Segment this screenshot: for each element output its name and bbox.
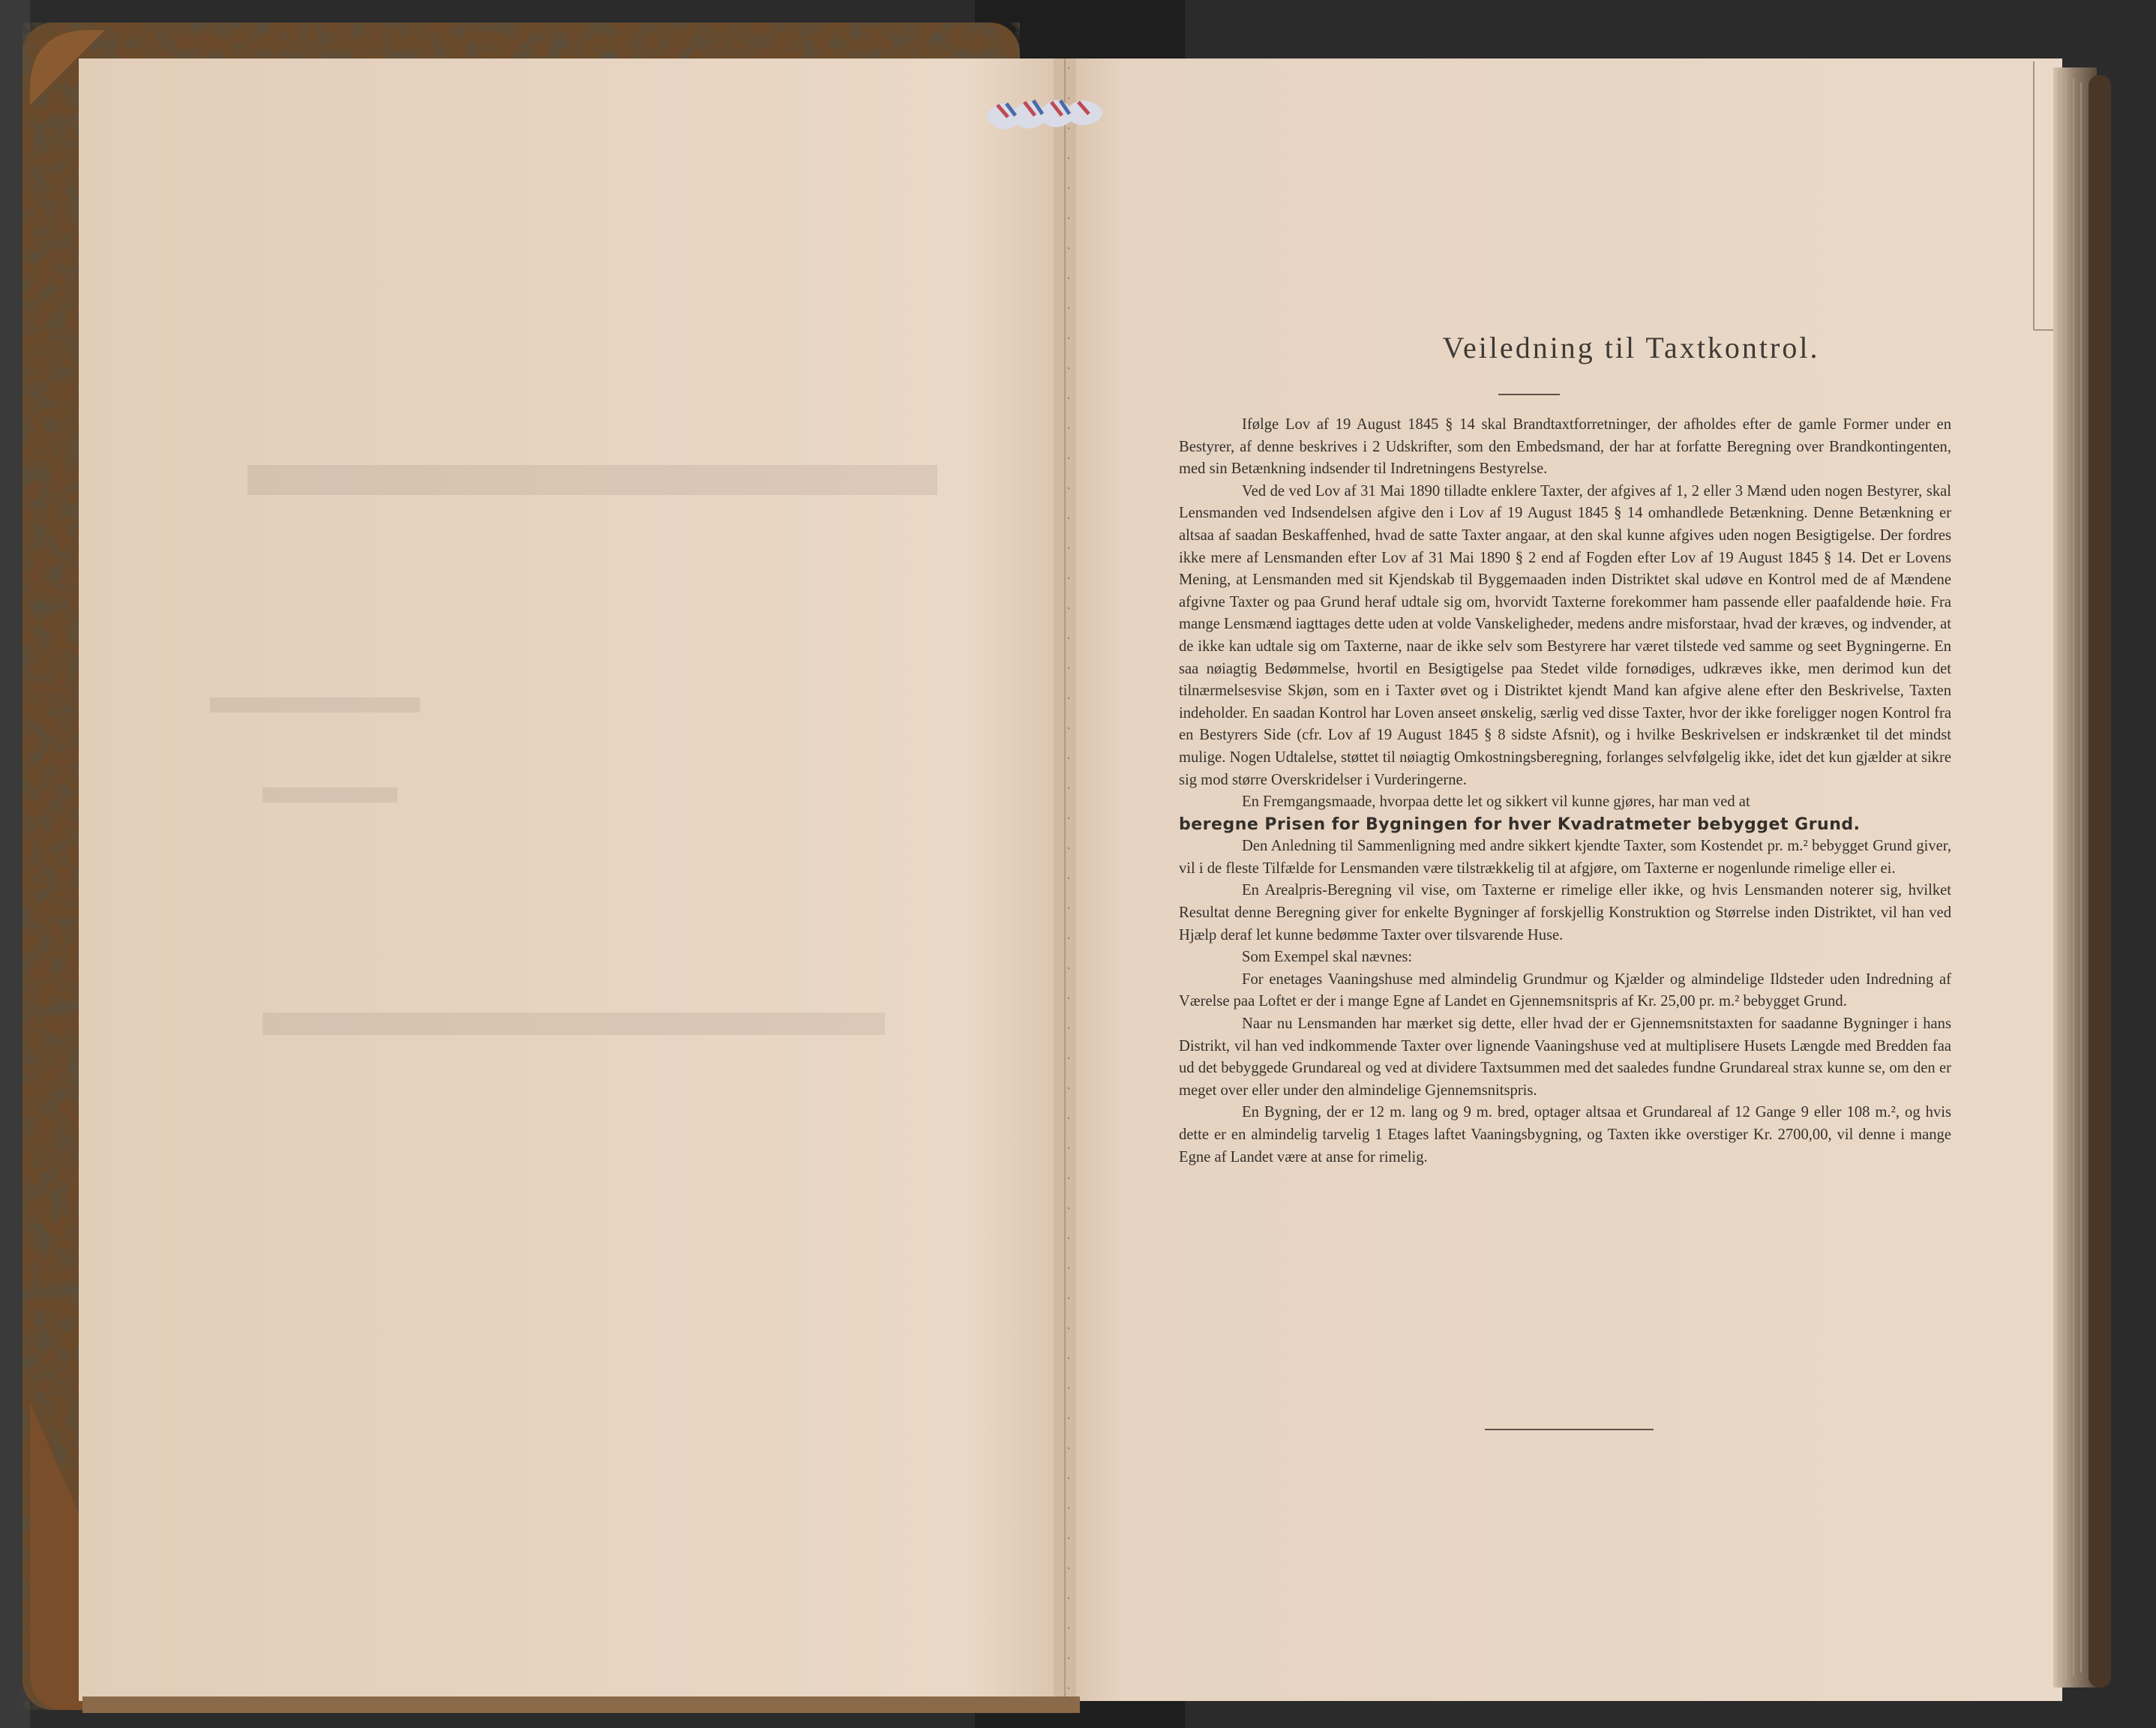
paragraph: For enetages Vaaningshuse med almindelig Grundmur og Kjælder og almindelige Ildsteder uden Indredning af Værelse paa Loftet er der i mange Egne af Landet en Gjennemsnitspris af Kr. 25,00 pr. m.² bebygget Grund. (1179, 970, 1951, 1010)
paragraph: Naar nu Lensmanden har mærket sig dette, eller hvad der er Gjennemsnitstaxten for saadanne Bygninger i hans Distrikt, vil han ved indkommende Taxter over lignende Vaaningshuse ved at multiplisere Husets Længde med Bredden faa ud det bebyggede Grundareal og ved at dividere Taxtsummen med det saaledes fundne Grundareal strax kunne se, om den er meget over eller under den almindelige Gjennemsnitspris. (1179, 1016, 1951, 1099)
bottom-binding-strip (82, 1696, 1080, 1713)
guidance-text (1179, 414, 1951, 1168)
emphasis-line: beregne Prisen for Bygningen for hver Kvadratmeter bebygget Grund. (1179, 814, 1861, 834)
paragraph: En Fremgangsmaade, hvorpaa dette let og sikkert vil kunne gjøres, har man ved at (1242, 794, 1750, 811)
paragraph: Den Anledning til Sammenligning med andre sikkert kjendte Taxter, som Kostendet pr. m.² bebygget Grund giver, vil i de fleste Tilfælde for Lensmanden være tilstrækkelig til at afgjøre, om Taxterne er nogenlunde rimelige eller ei. (1179, 838, 1951, 877)
back-cover-edge (2089, 75, 2111, 1688)
paragraph: Ved de ved Lov af 31 Mai 1890 tilladte enklere Taxter, der afgives af 1, 2 eller 3 Mænd uden nogen Bestyrer, skal Lensmanden ved Indsendelsen afgive den i Lov af 19 August 1845 § 14 omhandlede Betænkning. Denne Betænkning er altsaa af saadan Beskaffenhed, hvad de satte Taxter angaar, at den skal kunne afgives uden nogen Besigtigelse. Der fordres ikke mere af Lensmanden efter Lov af 31 Mai 1890 § 2 end af Fogden efter Lov af 19 August 1845 § 14. Det er Lovens Mening, at Lensmanden med sit Kjendskab til Byggemaaden inden Distriktet skal udøve en Kontrol med de af Mændene afgivne Taxter og paa Grund heraf udtale sig om, hvorvidt Taxterne forekommer ham passende eller paafaldende høie. Fra mange Lensmænd iagttages dette uden at volde Vanskeligheder, medens andre misforstaar, hvad der kræves, og indvender, at de ikke kan udtale sig om Taxterne, naar de ikke selv som Bestyrere har været tilstede ved samme og seet Bygningerne. En saa nøiagtig Bedømmelse, hvortil en Besigtigelse paa Stedet vilde fornødiges, udkræves ikke, men derimod kun det tilnærmelsesvise Skjøn, som en i Taxter øvet og i Distriktet kjendt Mand kan afgive alene efter den Beskrivelse, Taxten indeholder. En saadan Kontrol har Loven anseet ønskelig, særlig ved disse Taxter, hvor der ikke foreligger nogen Kontrol fra en Bestyrers Side (cfr. Lov af 19 August 1845 § 8 sidste Afsnit), og i hvilke Beskrivelsen er indskrænket til det mindst mulige. Nogen Udtalelse, støttet til nøiagtig Omkostningsberegning, forlanges selvfølgelig ikke, idet det kun gjælder at sikre sig mod større Overskridelser i Vurderingerne. (1179, 482, 1951, 788)
paragraph: En Bygning, der er 12 m. lang og 9 m. bred, optager altsaa et Grundareal af 12 Gange 9 eller 108 m.², og hvis dette er en almindelig tarvelig 1 Etages laftet Vaaningsbygning, og Taxten ikke overstiger Kr. 2700,00, vil denne i mange Egne af Landet være at anse for rimelig. (1179, 1104, 1951, 1166)
page-heading: Veiledning til Taxtkontrol. (1442, 331, 1820, 364)
paragraph: En Arealpris-Beregning vil vise, om Taxterne er rimelige eller ikke, og hvis Lensmanden noterer sig, hvilket Resultat denne Beregning giver for enkelte Bygninger af forskjellig Konstruktion og Størrelse inden Distriktet, vil han ved Hjælp deraf let kunne bedømme Taxter over tilsvarende Huse. (1179, 882, 1951, 944)
paragraph: Ifølge Lov af 19 August 1845 § 14 skal Brandtaxtforretninger, der afholdes efter de gamle Former under en Bestyrer, af denne beskrives i 2 Udskrifter, som den Embedsmand, der har at forfatte Beregning over Brandkontingenten, med sin Betænkning indsender til Indretningens Bestyrelse. (1179, 416, 1951, 478)
paragraph: Som Exempel skal nævnes: (1242, 949, 1413, 966)
left-page (79, 58, 1069, 1701)
